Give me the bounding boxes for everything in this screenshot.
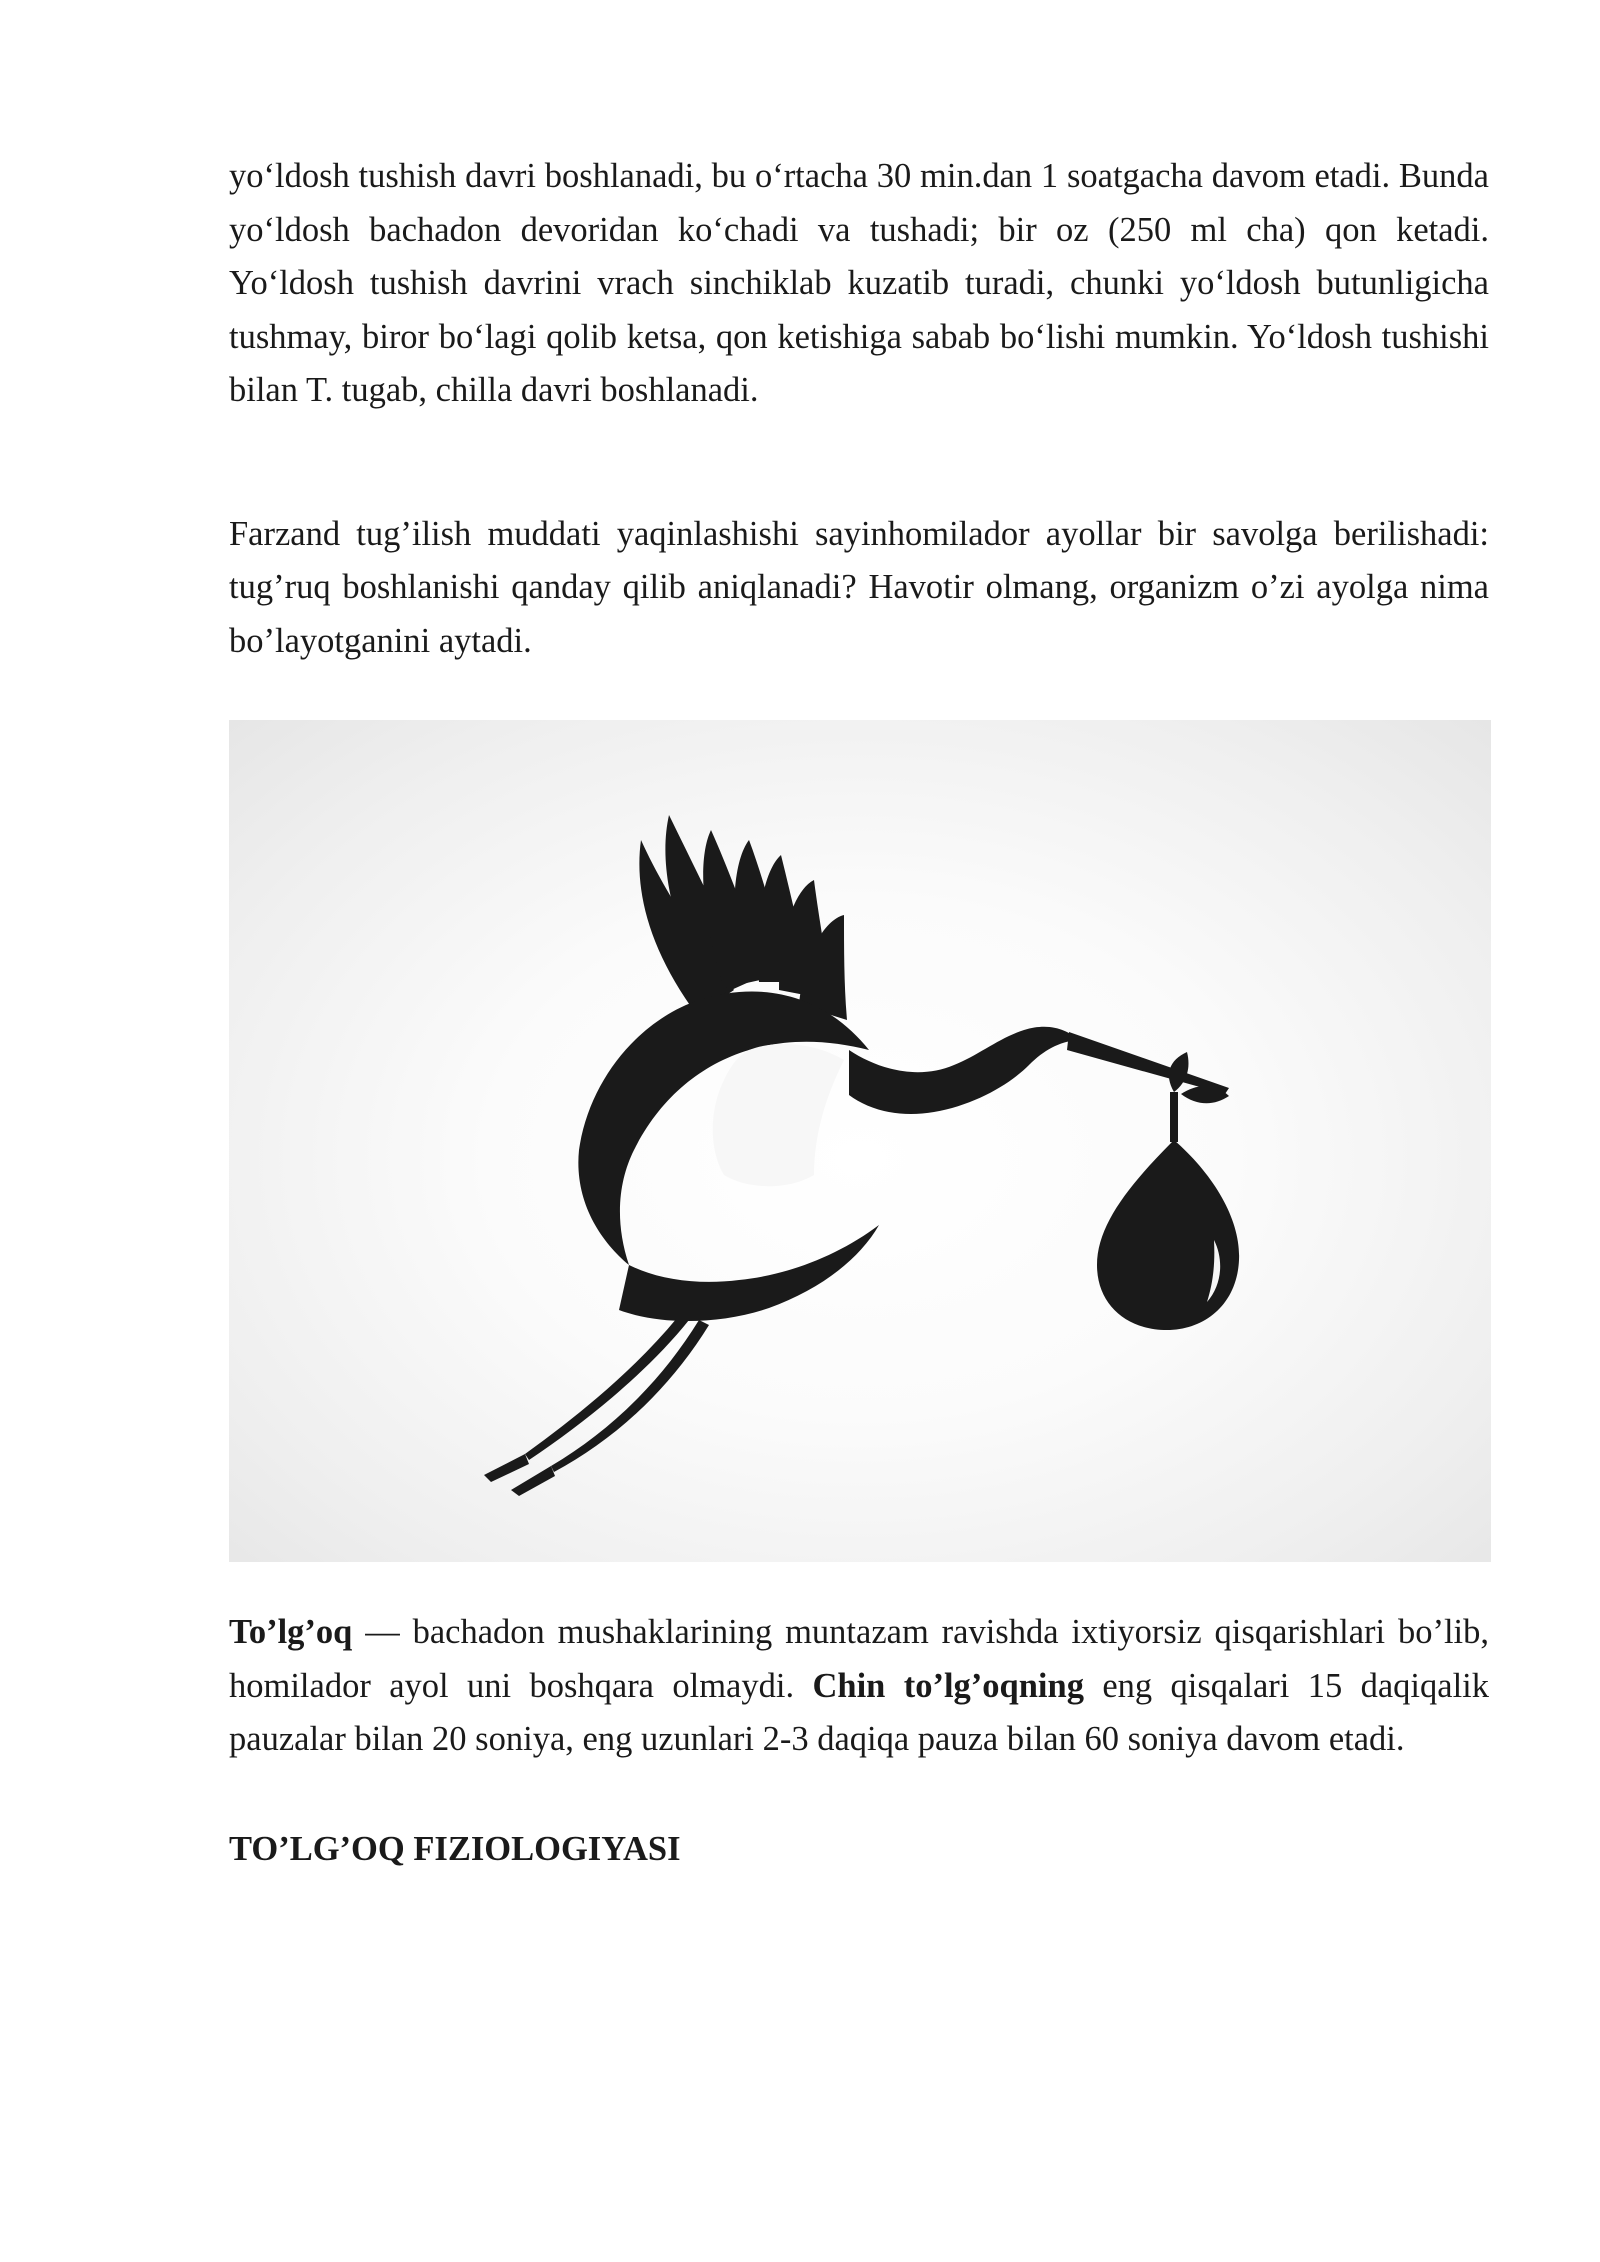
document-page: [229, 150, 1489, 1876]
stork-carrying-bundle-icon: [229, 720, 1491, 1562]
stork-illustration: [229, 720, 1491, 1562]
term-tolgoq: To’lg’oq: [229, 1613, 353, 1651]
term-chin-tolgoq: Chin to’lg’oqning: [812, 1666, 1084, 1705]
paragraph-contractions: [229, 1606, 1489, 1767]
section-heading: TO’LG’OQ FIZIOLOGIYASI: [229, 1829, 681, 1868]
paragraph-placenta: yo‘ldosh tushish davri boshlanadi, bu o‘rtacha 30 min.dan 1 soatgacha davom etadi. Bunda yo‘ldosh bachadon devoridan ko‘chadi va tushadi; bir oz (250 ml cha) qon ketadi. Yo‘ldosh tushish davrini vrach sinchiklab kuzatib turadi, chunki yo‘ldosh butunligicha tushmay, biror bo‘lagi qolib ketsa, qon ketishiga sabab bo‘lishi mumkin. Yo‘ldosh tushishi bilan T. tugab, chilla davri boshlanadi.: [229, 157, 1489, 409]
text-chin-tolgoq-duration: eng qisqalari 15 daqiqalik pauzalar bilan 20 soniya, eng uzunlari 2-3 daqiqa pauza bilan 60 soniya davom etadi.: [229, 1666, 1489, 1758]
paragraph-labor-onset: Farzand tug’ilish muddati yaqinlashishi sayinhomilador ayollar bir savolga berilishadi: tug’ruq boshlanishi qanday qilib aniqlanadi? Havotir olmang, organizm o’zi ayolga nima bo’layotganini aytadi.: [229, 514, 1489, 660]
text-tolgoq-definition: — bachadon mushaklarining muntazam ravishda ixtiyorsiz qisqarishlari bo’lib, homilador ayol uni boshqara olmaydi.: [229, 1613, 1489, 1705]
